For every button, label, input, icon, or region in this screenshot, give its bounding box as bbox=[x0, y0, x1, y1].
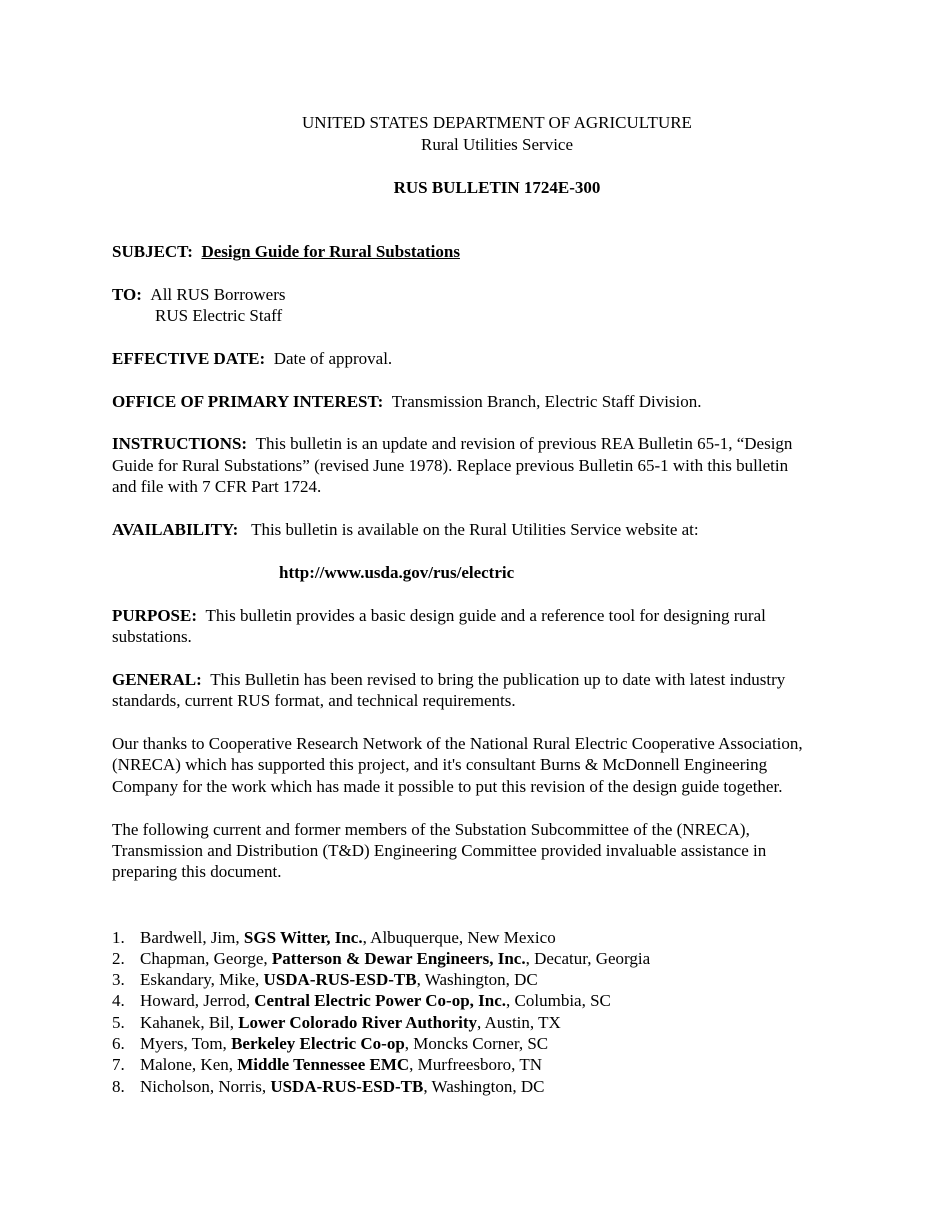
general-text: standards, current RUS format, and technical requirements. bbox=[112, 691, 516, 710]
member-name: Kahanek, Bil, bbox=[140, 1013, 239, 1032]
general-line-1 bbox=[112, 669, 785, 690]
member-organization: Central Electric Power Co-op, Inc. bbox=[254, 991, 507, 1010]
member-organization: Berkeley Electric Co-op bbox=[231, 1034, 405, 1053]
subject-line bbox=[112, 241, 460, 262]
instructions-text: and file with 7 CFR Part 1724. bbox=[112, 477, 322, 496]
instructions-line-1 bbox=[112, 433, 792, 454]
member-list-item bbox=[112, 1012, 561, 1033]
effective-date-line bbox=[112, 348, 392, 369]
member-name: Bardwell, Jim, bbox=[140, 928, 244, 947]
general-text: This Bulletin has been revised to bring the publication up to date with latest industry bbox=[210, 670, 786, 689]
member-list-item bbox=[112, 1076, 544, 1097]
instructions-text: Guide for Rural Substations” (revised June 1978). Replace previous Bulletin 65-1 with this bulletin bbox=[112, 456, 789, 475]
member-name: Howard, Jerrod, bbox=[140, 991, 255, 1010]
member-list-item bbox=[112, 990, 611, 1011]
to-label: TO: bbox=[112, 285, 142, 304]
member-list-item bbox=[112, 1054, 542, 1075]
thanks-text: (NRECA) which has supported this project, and it's consultant Burns & McDonnell Engineering bbox=[112, 755, 768, 774]
member-name: Myers, Tom, bbox=[140, 1034, 232, 1053]
member-organization: Lower Colorado River Authority bbox=[238, 1013, 477, 1032]
member-number: 8. bbox=[112, 1077, 125, 1096]
subject-value: Design Guide for Rural Substations bbox=[201, 242, 460, 261]
member-organization: USDA-RUS-ESD-TB bbox=[270, 1077, 424, 1096]
member-location: , Moncks Corner, SC bbox=[404, 1034, 549, 1053]
member-number: 7. bbox=[112, 1055, 125, 1074]
member-list-item bbox=[112, 927, 556, 948]
member-location: , Decatur, Georgia bbox=[525, 949, 651, 968]
member-name: Eskandary, Mike, bbox=[140, 970, 264, 989]
member-number: 2. bbox=[112, 949, 125, 968]
agency-title: UNITED STATES DEPARTMENT OF AGRICULTURE bbox=[302, 113, 692, 132]
general-label: GENERAL: bbox=[112, 670, 202, 689]
member-location: , Washington, DC bbox=[423, 1077, 545, 1096]
member-location: , Washington, DC bbox=[416, 970, 538, 989]
availability-line bbox=[112, 519, 699, 540]
member-name: Malone, Ken, bbox=[140, 1055, 238, 1074]
availability-text: This bulletin is available on the Rural Utilities Service website at: bbox=[251, 520, 699, 539]
members-intro-text: preparing this document. bbox=[112, 862, 282, 881]
availability-label: AVAILABILITY: bbox=[112, 520, 239, 539]
purpose-text: substations. bbox=[112, 627, 192, 646]
purpose-line-1 bbox=[112, 605, 766, 626]
office-value: Transmission Branch, Electric Staff Division. bbox=[391, 392, 702, 411]
office-label: OFFICE OF PRIMARY INTEREST: bbox=[112, 392, 384, 411]
to-line-1 bbox=[112, 284, 285, 305]
member-name: Nicholson, Norris, bbox=[140, 1077, 271, 1096]
subject-label: SUBJECT: bbox=[112, 242, 193, 261]
to-recipient: All RUS Borrowers bbox=[150, 285, 286, 304]
office-line bbox=[112, 391, 702, 412]
member-list-item bbox=[112, 1033, 548, 1054]
website-link[interactable]: http://www.usda.gov/rus/electric bbox=[279, 563, 515, 582]
effective-date-value: Date of approval. bbox=[273, 349, 393, 368]
member-location: , Albuquerque, New Mexico bbox=[362, 928, 556, 947]
member-location: , Columbia, SC bbox=[506, 991, 611, 1010]
member-location: , Austin, TX bbox=[476, 1013, 561, 1032]
purpose-text: This bulletin provides a basic design guide and a reference tool for designing rural bbox=[205, 606, 766, 625]
member-number: 4. bbox=[112, 991, 125, 1010]
member-organization: SGS Witter, Inc. bbox=[243, 928, 363, 947]
member-organization: Patterson & Dewar Engineers, Inc. bbox=[271, 949, 526, 968]
member-location: , Murfreesboro, TN bbox=[409, 1055, 542, 1074]
member-number: 1. bbox=[112, 928, 125, 947]
member-organization: USDA-RUS-ESD-TB bbox=[263, 970, 417, 989]
thanks-text: Company for the work which has made it possible to put this revision of the design guide together. bbox=[112, 777, 783, 796]
members-intro-text: The following current and former members of the Substation Subcommittee of the (NRECA), bbox=[112, 820, 750, 839]
member-name: Chapman, George, bbox=[140, 949, 272, 968]
purpose-label: PURPOSE: bbox=[112, 606, 197, 625]
member-list-item bbox=[112, 948, 650, 969]
member-list-item bbox=[112, 969, 538, 990]
member-number: 5. bbox=[112, 1013, 125, 1032]
effective-date-label: EFFECTIVE DATE: bbox=[112, 349, 266, 368]
service-title: Rural Utilities Service bbox=[420, 135, 574, 154]
member-organization: Middle Tennessee EMC bbox=[237, 1055, 410, 1074]
member-number: 6. bbox=[112, 1034, 125, 1053]
thanks-text: Our thanks to Cooperative Research Network of the National Rural Electric Cooperative Association, bbox=[112, 734, 803, 753]
instructions-text: This bulletin is an update and revision of previous REA Bulletin 65-1, “Design bbox=[255, 434, 793, 453]
to-recipient: RUS Electric Staff bbox=[155, 306, 283, 325]
instructions-label: INSTRUCTIONS: bbox=[112, 434, 248, 453]
member-number: 3. bbox=[112, 970, 125, 989]
bulletin-number: RUS BULLETIN 1724E-300 bbox=[393, 178, 601, 197]
members-intro-text: Transmission and Distribution (T&D) Engineering Committee provided invaluable assistance in bbox=[112, 841, 767, 860]
